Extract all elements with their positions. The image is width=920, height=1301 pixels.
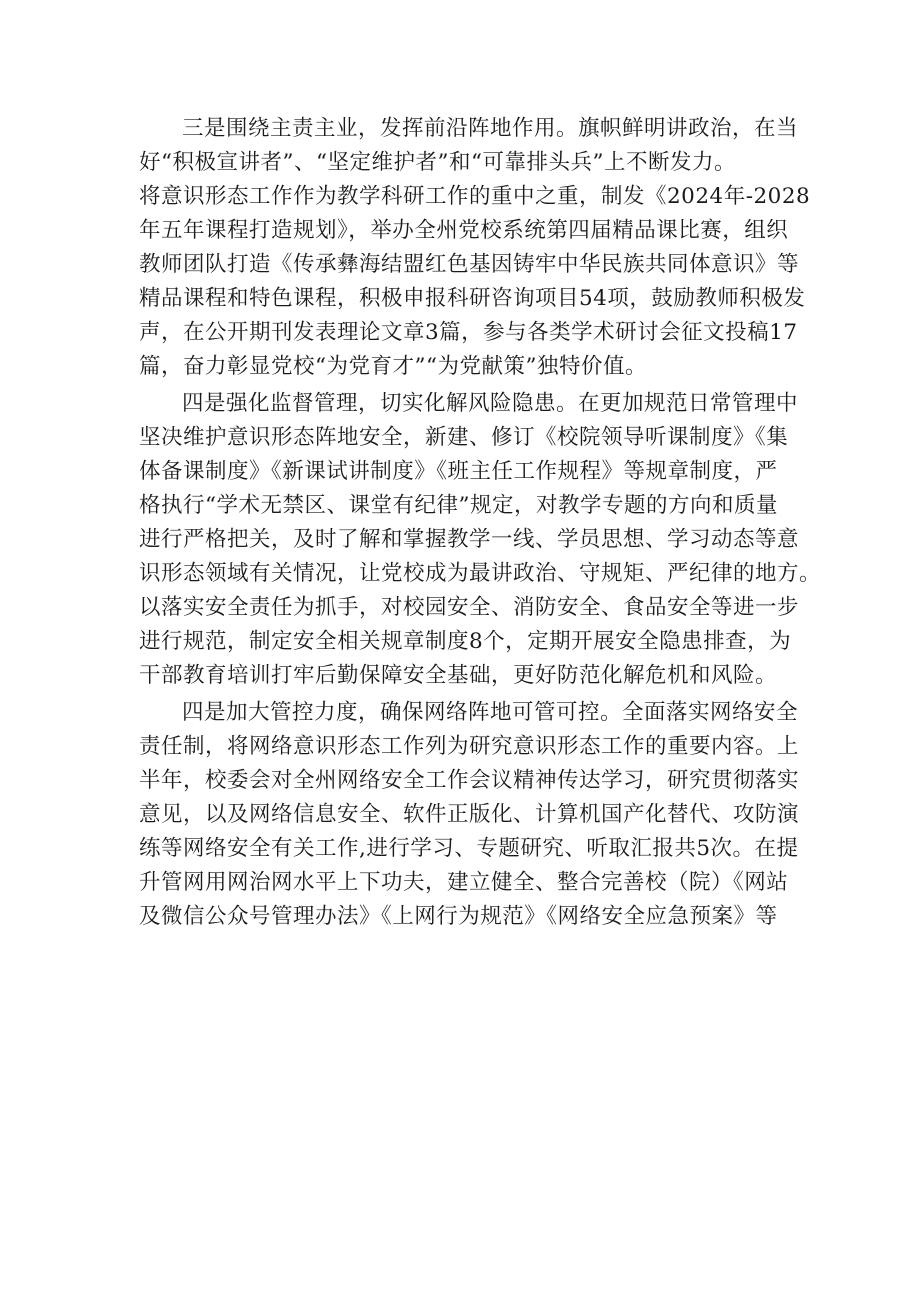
paragraph-2 xyxy=(139,387,822,693)
paragraph-1 xyxy=(139,112,811,384)
text-line: 精品课程和特色课程，积极申报科研咨询项目54项，鼓励教师积极发 xyxy=(139,286,806,311)
text-line: 篇，奋力彰显党校“为党育才”“为党献策”独特价值。 xyxy=(139,354,647,379)
text-line: 好“积极宣讲者”、“坚定维护者”和“可靠排头兵”上不断发力。 xyxy=(139,150,736,175)
text-line: 四是加大管控力度，确保网络阵地可管可控。全面落实网络安全 xyxy=(182,700,799,725)
text-line: 升管网用网治网水平上下功夫，建立健全、整合完善校（院）《网站 xyxy=(139,870,789,895)
text-line: 声，在公开期刊发表理论文章3篇，参与各类学术研讨会征文投稿17 xyxy=(139,320,798,345)
text-line: 将意识形态工作作为教学科研工作的重中之重，制发《2024年-2028 xyxy=(139,184,811,209)
text-line: 三是围绕主责主业，发挥前沿阵地作用。旗帜鲜明讲政治，在当 xyxy=(182,116,799,141)
text-line: 练等网络安全有关工作,进行学习、专题研究、听取汇报共5次。在提 xyxy=(139,836,799,861)
text-line: 意见，以及网络信息安全、软件正版化、计算机国产化替代、攻防演 xyxy=(139,802,800,827)
text-line: 教师团队打造《传承彝海结盟红色基因铸牢中华民族共同体意识》等 xyxy=(139,252,800,277)
text-line: 进行严格把关，及时了解和掌握教学一线、学员思想、学习动态等意 xyxy=(139,527,800,552)
text-line: 格执行“学术无禁区、课堂有纪律”规定，对教学专题的方向和质量 xyxy=(139,493,778,518)
text-line: 干部教育培训打牢后勤保障安全基础，更好防范化解危机和风险。 xyxy=(139,663,778,688)
text-line: 年五年课程打造规划》，举办全州党校系统第四届精品课比赛，组织 xyxy=(139,218,789,243)
text-line: 坚决维护意识形态阵地安全，新建、修订《校院领导听课制度》《集 xyxy=(139,425,789,450)
text-line: 半年，校委会对全州网络安全工作会议精神传达学习，研究贯彻落实 xyxy=(139,768,800,793)
text-line: 体备课制度》《新课试讲制度》《班主任工作规程》等规章制度，严 xyxy=(139,459,778,484)
text-line: 责任制，将网络意识形态工作列为研究意识形态工作的重要内容。上 xyxy=(139,734,800,759)
text-line: 及微信公众号管理办法》《上网行为规范》《网络安全应急预案》等 xyxy=(139,904,778,929)
paragraph-3 xyxy=(139,696,800,934)
text-line: 四是强化监督管理，切实化解风险隐患。在更加规范日常管理中 xyxy=(182,391,799,416)
text-line: 以落实安全责任为抓手，对校园安全、消防安全、食品安全等进一步 xyxy=(139,595,800,620)
document-body xyxy=(139,112,822,937)
text-line: 进行规范，制定安全相关规章制度8个，定期开展安全隐患排查，为 xyxy=(139,629,792,654)
text-line: 识形态领域有关情况，让党校成为最讲政治、守规矩、严纪律的地方。 xyxy=(139,561,822,586)
